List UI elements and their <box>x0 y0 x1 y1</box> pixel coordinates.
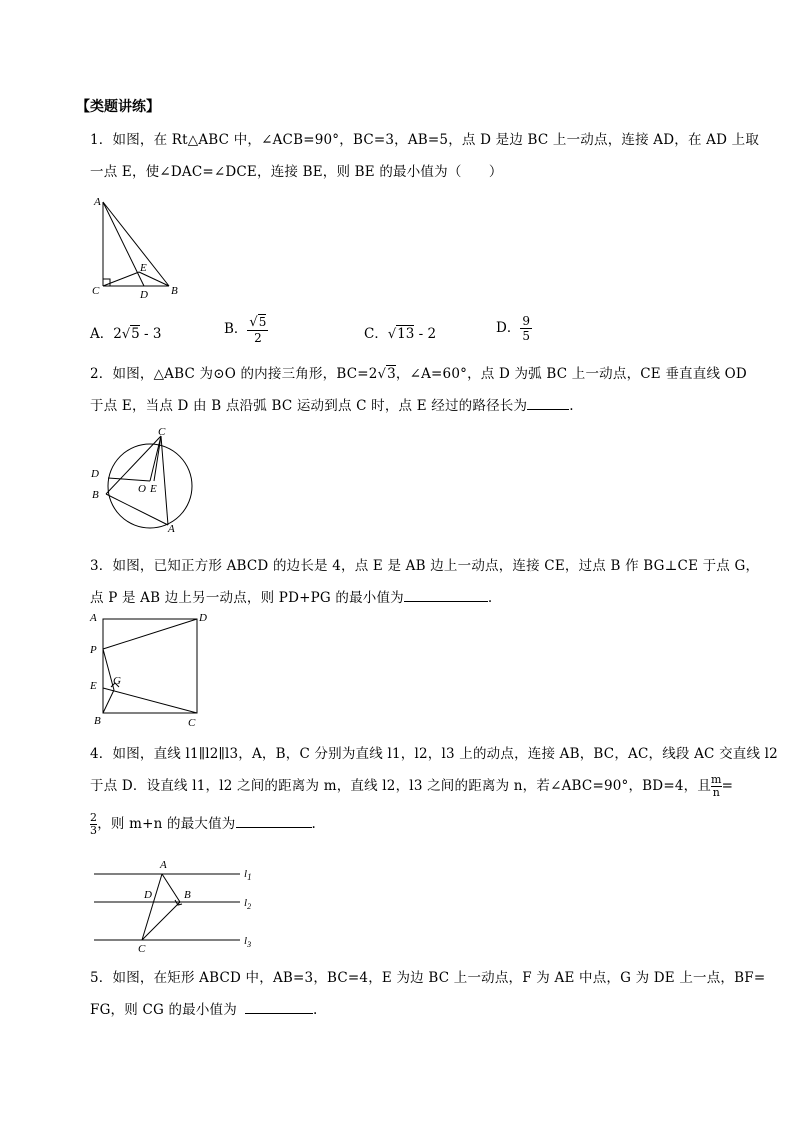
q1-line-1: 1．如图，在 Rt△ABC 中，∠ACB=90°，BC=3，AB=5，点 D 是边 BC 上一动点，连接 AD，在 AD 上取 <box>90 132 760 148</box>
q1-option-a-prefix: A．2 <box>90 326 122 342</box>
q2-line-1-radicand: 3 <box>387 366 396 382</box>
q1-option-b-denominator: 2 <box>254 331 262 345</box>
q4-line-2 <box>90 774 733 799</box>
q1-option-c-radicand: 13 <box>397 326 415 342</box>
q4-line-3 <box>90 812 316 837</box>
q2-label-b: B <box>92 489 99 501</box>
q2-line-1-part-a: 2．如图，△ABC 为⊙O 的内接三角形，BC=2 <box>90 366 378 382</box>
q4-ratio-denominator: n <box>712 786 720 799</box>
q4-fraction-numerator: 2 <box>90 811 98 824</box>
q3-segment-ec <box>103 688 197 713</box>
q4-equals-sign: = <box>721 778 734 794</box>
q1-label-a: A <box>94 196 101 208</box>
q3-segment-bg <box>103 690 114 713</box>
q3-segment-pd <box>103 619 197 649</box>
q3-label-p: P <box>90 644 97 656</box>
q3-label-g: G <box>113 675 121 687</box>
q4-line-3-end: . <box>311 816 316 832</box>
q5-line-1: 5．如图，在矩形 ABCD 中，AB=3，BC=4，E 为边 BC 上一动点，F 为 AE 中点，G 为 DE 上一点，BF= <box>90 970 766 986</box>
q5-answer-blank[interactable] <box>245 1001 313 1014</box>
q1-option-b-radicand: 5 <box>258 315 267 329</box>
q2-line-1: 2．如图，△ABC 为⊙O 的内接三角形，BC=2√3，∠A=60°，点 D 为弧 BC 上一动点，CE 垂直直线 OD <box>90 366 747 382</box>
q4-label-l3: $l_3$ <box>244 935 252 949</box>
q4-label-l2: $l_2$ <box>244 897 252 911</box>
q3-label-c: C <box>188 717 196 729</box>
q3-line-1: 3．如图，已知正方形 ABCD 的边长是 4，点 E 是 AB 边上一动点，连接 CE，过点 B 作 BG⊥CE 于点 G， <box>90 558 760 574</box>
q1-option-a[interactable]: A．2√5 - 3 <box>90 326 162 342</box>
q4-segment-ab <box>162 874 180 902</box>
q1-figure <box>88 192 198 300</box>
q2-line-2-end: . <box>569 398 574 414</box>
q3-square-abcd <box>103 619 197 713</box>
q1-option-c[interactable]: C．√13 - 2 <box>364 326 437 342</box>
q4-answer-blank[interactable] <box>236 815 312 828</box>
q1-option-b-prefix: B． <box>224 321 248 337</box>
q4-line-2-text: 于点 D．设直线 l1，l2 之间的距离为 m，直线 l2，l3 之间的距离为 n，若∠ABC=90°，BD=4，且 <box>90 778 712 794</box>
q2-line-2-text: 于点 E，当点 D 由 B 点沿弧 BC 运动到点 C 时，点 E 经过的路径长为 <box>90 398 528 414</box>
q4-ratio-numerator: m <box>711 773 722 786</box>
q1-option-d-denominator: 5 <box>522 329 530 343</box>
q4-label-l1: $l_1$ <box>244 868 252 882</box>
q2-line-1-part-b: ，∠A=60°，点 D 为弧 BC 上一动点，CE 垂直直线 OD <box>395 366 747 382</box>
q1-segment-ad <box>103 202 144 286</box>
q1-line-2: 一点 E，使∠DAC=∠DCE，连接 BE，则 BE 的最小值为（ ） <box>90 164 503 180</box>
q1-option-d[interactable] <box>496 314 532 343</box>
q3-label-d: D <box>199 612 207 624</box>
q1-option-d-numerator: 9 <box>522 314 530 328</box>
q4-line-1: 4．如图，直线 l1∥l2∥l3，A，B，C 分别为直线 l1，l2，l3 上的动点，连接 AB，BC，AC，线段 AC 交直线 l2 <box>90 746 778 762</box>
q2-label-d: D <box>91 468 99 480</box>
q4-label-d: D <box>144 889 152 901</box>
q1-option-b[interactable]: B． $\frac{√5}{2}$ <box>224 315 267 345</box>
q4-figure <box>90 852 270 956</box>
section-heading: 【类题讲练】 <box>76 99 160 115</box>
q1-option-d-prefix: D． <box>496 320 521 336</box>
q2-side-ca <box>161 436 168 525</box>
q1-option-c-suffix: - 2 <box>414 326 437 342</box>
q2-label-c: C <box>158 426 166 438</box>
q3-line-2-text: 点 P 是 AB 边上另一动点，则 PD+PG 的最小值为 <box>90 590 404 606</box>
q1-option-c-prefix: C． <box>364 326 388 342</box>
q2-line-2 <box>90 394 574 414</box>
q5-line-2-text: FG，则 CG 的最小值为 <box>90 1002 237 1018</box>
q3-label-e: E <box>90 680 97 692</box>
q1-option-a-suffix: - 3 <box>139 326 162 342</box>
q3-label-a: A <box>90 612 97 624</box>
q4-label-a: A <box>160 859 167 871</box>
q3-line-2-end: . <box>487 590 493 606</box>
q1-option-a-radicand: 5 <box>131 326 140 342</box>
q2-segment-do <box>108 478 150 481</box>
q4-line-3-text: ，则 m+n 的最大值为 <box>97 816 236 832</box>
q1-label-b: B <box>171 285 178 297</box>
q4-label-b: B <box>184 889 191 901</box>
q5-line-2 <box>90 998 317 1018</box>
q2-figure <box>86 426 198 534</box>
q1-label-c: C <box>92 285 100 297</box>
q3-answer-blank[interactable] <box>404 589 488 602</box>
q2-label-a: A <box>168 523 175 534</box>
q3-line-2 <box>90 586 492 606</box>
q3-figure <box>86 608 210 730</box>
q2-label-o: O <box>138 483 146 495</box>
q1-label-e: E <box>140 262 147 274</box>
q1-label-d: D <box>140 289 148 300</box>
q4-label-c: C <box>138 943 146 955</box>
q2-label-e: E <box>150 483 157 495</box>
q5-line-2-end: . <box>312 1002 318 1018</box>
q1-options <box>90 314 710 354</box>
q4-fraction-denominator: 3 <box>90 824 98 837</box>
q3-label-b: B <box>94 715 101 727</box>
q2-answer-blank[interactable] <box>527 397 569 410</box>
